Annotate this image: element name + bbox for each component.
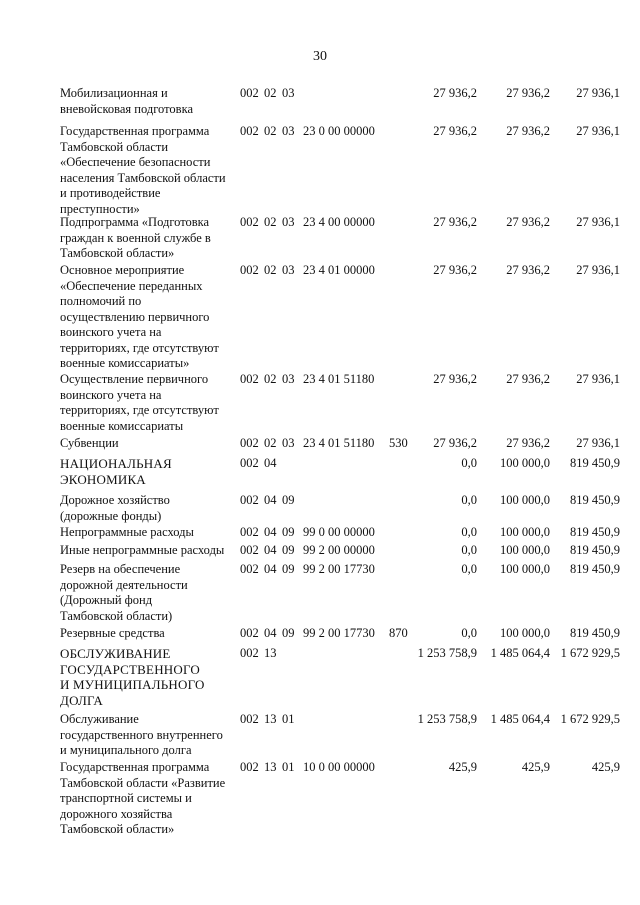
- cell-amount-year-3: 1 672 929,5: [560, 712, 620, 726]
- cell-amount-year-1: 27 936,2: [433, 263, 477, 277]
- row-name: ОБСЛУЖИВАНИЕ ГОСУДАРСТВЕННОГО И МУНИЦИПАЛЬНОГО ДОЛГА: [60, 646, 205, 708]
- cell-amount-year-3: 819 450,9: [570, 493, 620, 507]
- cell-section: 02: [264, 436, 277, 450]
- cell-amount-year-1: 0,0: [461, 493, 477, 507]
- cell-amount-year-2: 100 000,0: [500, 626, 550, 640]
- cell-ved: 002: [240, 712, 259, 726]
- cell-section: 13: [264, 712, 277, 726]
- cell-section: 04: [264, 626, 277, 640]
- cell-target-article: 23 4 01 51180: [303, 372, 375, 386]
- row-name: Непрограммные расходы: [60, 525, 194, 539]
- cell-amount-year-2: 27 936,2: [506, 263, 550, 277]
- cell-amount-year-1: 0,0: [461, 626, 477, 640]
- cell-section: 02: [264, 372, 277, 386]
- cell-ved: 002: [240, 215, 259, 229]
- cell-amount-year-1: 0,0: [461, 562, 477, 576]
- cell-subsection: 01: [282, 760, 295, 774]
- cell-section: 13: [264, 646, 277, 660]
- cell-subsection: 03: [282, 436, 295, 450]
- cell-subsection: 03: [282, 372, 295, 386]
- cell-amount-year-3: 819 450,9: [570, 562, 620, 576]
- cell-amount-year-2: 27 936,2: [506, 372, 550, 386]
- cell-amount-year-3: 819 450,9: [570, 543, 620, 557]
- cell-amount-year-2: 27 936,2: [506, 124, 550, 138]
- row-name: Дорожное хозяйство (дорожные фонды): [60, 493, 170, 523]
- cell-amount-year-1: 1 253 758,9: [417, 712, 477, 726]
- cell-amount-year-3: 1 672 929,5: [560, 646, 620, 660]
- cell-subsection: 09: [282, 525, 295, 539]
- row-name: Обслуживание государственного внутреннего и муниципального долга: [60, 712, 223, 757]
- cell-ved: 002: [240, 562, 259, 576]
- cell-amount-year-1: 0,0: [461, 543, 477, 557]
- cell-ved: 002: [240, 372, 259, 386]
- cell-amount-year-2: 100 000,0: [500, 562, 550, 576]
- cell-amount-year-1: 0,0: [461, 525, 477, 539]
- cell-ved: 002: [240, 626, 259, 640]
- cell-section: 04: [264, 456, 277, 470]
- cell-target-article: 99 0 00 00000: [303, 525, 375, 539]
- cell-section: 04: [264, 525, 277, 539]
- cell-amount-year-1: 425,9: [448, 760, 477, 774]
- cell-amount-year-1: 27 936,2: [433, 436, 477, 450]
- cell-section: 02: [264, 124, 277, 138]
- cell-amount-year-3: 819 450,9: [570, 456, 620, 470]
- cell-amount-year-1: 27 936,2: [433, 372, 477, 386]
- cell-amount-year-3: 27 936,1: [576, 263, 620, 277]
- cell-ved: 002: [240, 124, 259, 138]
- cell-amount-year-3: 27 936,1: [576, 215, 620, 229]
- cell-amount-year-1: 1 253 758,9: [417, 646, 477, 660]
- cell-ved: 002: [240, 263, 259, 277]
- cell-amount-year-3: 27 936,1: [576, 436, 620, 450]
- cell-amount-year-2: 425,9: [521, 760, 550, 774]
- cell-target-article: 23 0 00 00000: [303, 124, 375, 138]
- row-name: Резерв на обеспечение дорожной деятельности (Дорожный фонд Тамбовской области): [60, 562, 188, 623]
- cell-subsection: 01: [282, 712, 295, 726]
- cell-amount-year-3: 819 450,9: [570, 626, 620, 640]
- cell-amount-year-2: 100 000,0: [500, 456, 550, 470]
- cell-subsection: 09: [282, 493, 295, 507]
- cell-amount-year-1: 0,0: [461, 456, 477, 470]
- cell-subsection: 03: [282, 215, 295, 229]
- cell-amount-year-3: 27 936,1: [576, 86, 620, 100]
- cell-amount-year-2: 27 936,2: [506, 86, 550, 100]
- row-name: Резервные средства: [60, 626, 165, 640]
- row-name: НАЦИОНАЛЬНАЯ ЭКОНОМИКА: [60, 456, 172, 487]
- cell-section: 02: [264, 263, 277, 277]
- row-name: Осуществление первичного воинского учета на территориях, где отсутствуют военные комиссариаты: [60, 372, 219, 433]
- cell-subsection: 09: [282, 543, 295, 557]
- cell-ved: 002: [240, 456, 259, 470]
- cell-ved: 002: [240, 646, 259, 660]
- page-number: 30: [313, 49, 327, 64]
- cell-amount-year-2: 100 000,0: [500, 493, 550, 507]
- cell-amount-year-2: 100 000,0: [500, 543, 550, 557]
- cell-amount-year-1: 27 936,2: [433, 86, 477, 100]
- cell-amount-year-3: 27 936,1: [576, 372, 620, 386]
- cell-amount-year-3: 425,9: [591, 760, 620, 774]
- cell-ved: 002: [240, 543, 259, 557]
- cell-section: 04: [264, 493, 277, 507]
- cell-subsection: 09: [282, 562, 295, 576]
- cell-target-article: 99 2 00 17730: [303, 626, 375, 640]
- cell-ved: 002: [240, 760, 259, 774]
- cell-expense-type: 530: [389, 436, 408, 450]
- cell-ved: 002: [240, 493, 259, 507]
- row-name: Основное мероприятие «Обеспечение переданных полномочий по осуществлению первичного воинского учета на территориях, где отсутствуют военные комиссариаты»: [60, 263, 219, 370]
- cell-ved: 002: [240, 86, 259, 100]
- row-name: Государственная программа Тамбовской области «Обеспечение безопасности населения Тамбовской области и противодействие преступности»: [60, 124, 226, 216]
- cell-subsection: 03: [282, 124, 295, 138]
- cell-target-article: 23 4 00 00000: [303, 215, 375, 229]
- cell-section: 04: [264, 562, 277, 576]
- cell-section: 04: [264, 543, 277, 557]
- cell-subsection: 09: [282, 626, 295, 640]
- cell-expense-type: 870: [389, 626, 408, 640]
- row-name: Государственная программа Тамбовской области «Развитие транспортной системы и дорожного хозяйства Тамбовской области»: [60, 760, 226, 836]
- cell-amount-year-2: 100 000,0: [500, 525, 550, 539]
- cell-amount-year-1: 27 936,2: [433, 124, 477, 138]
- cell-amount-year-3: 819 450,9: [570, 525, 620, 539]
- cell-amount-year-1: 27 936,2: [433, 215, 477, 229]
- row-name: Субвенции: [60, 436, 119, 450]
- cell-section: 13: [264, 760, 277, 774]
- cell-ved: 002: [240, 525, 259, 539]
- cell-subsection: 03: [282, 86, 295, 100]
- row-name: Мобилизационная и вневойсковая подготовка: [60, 86, 194, 116]
- cell-amount-year-2: 27 936,2: [506, 436, 550, 450]
- cell-amount-year-2: 1 485 064,4: [490, 712, 550, 726]
- cell-section: 02: [264, 215, 277, 229]
- cell-amount-year-3: 27 936,1: [576, 124, 620, 138]
- cell-ved: 002: [240, 436, 259, 450]
- cell-target-article: 10 0 00 00000: [303, 760, 375, 774]
- cell-section: 02: [264, 86, 277, 100]
- cell-target-article: 23 4 01 00000: [303, 263, 375, 277]
- cell-target-article: 23 4 01 51180: [303, 436, 375, 450]
- cell-amount-year-2: 27 936,2: [506, 215, 550, 229]
- cell-target-article: 99 2 00 00000: [303, 543, 375, 557]
- cell-target-article: 99 2 00 17730: [303, 562, 375, 576]
- cell-subsection: 03: [282, 263, 295, 277]
- row-name: Подпрограмма «Подготовка граждан к военной службе в Тамбовской области»: [60, 215, 211, 260]
- row-name: Иные непрограммные расходы: [60, 543, 225, 557]
- cell-amount-year-2: 1 485 064,4: [490, 646, 550, 660]
